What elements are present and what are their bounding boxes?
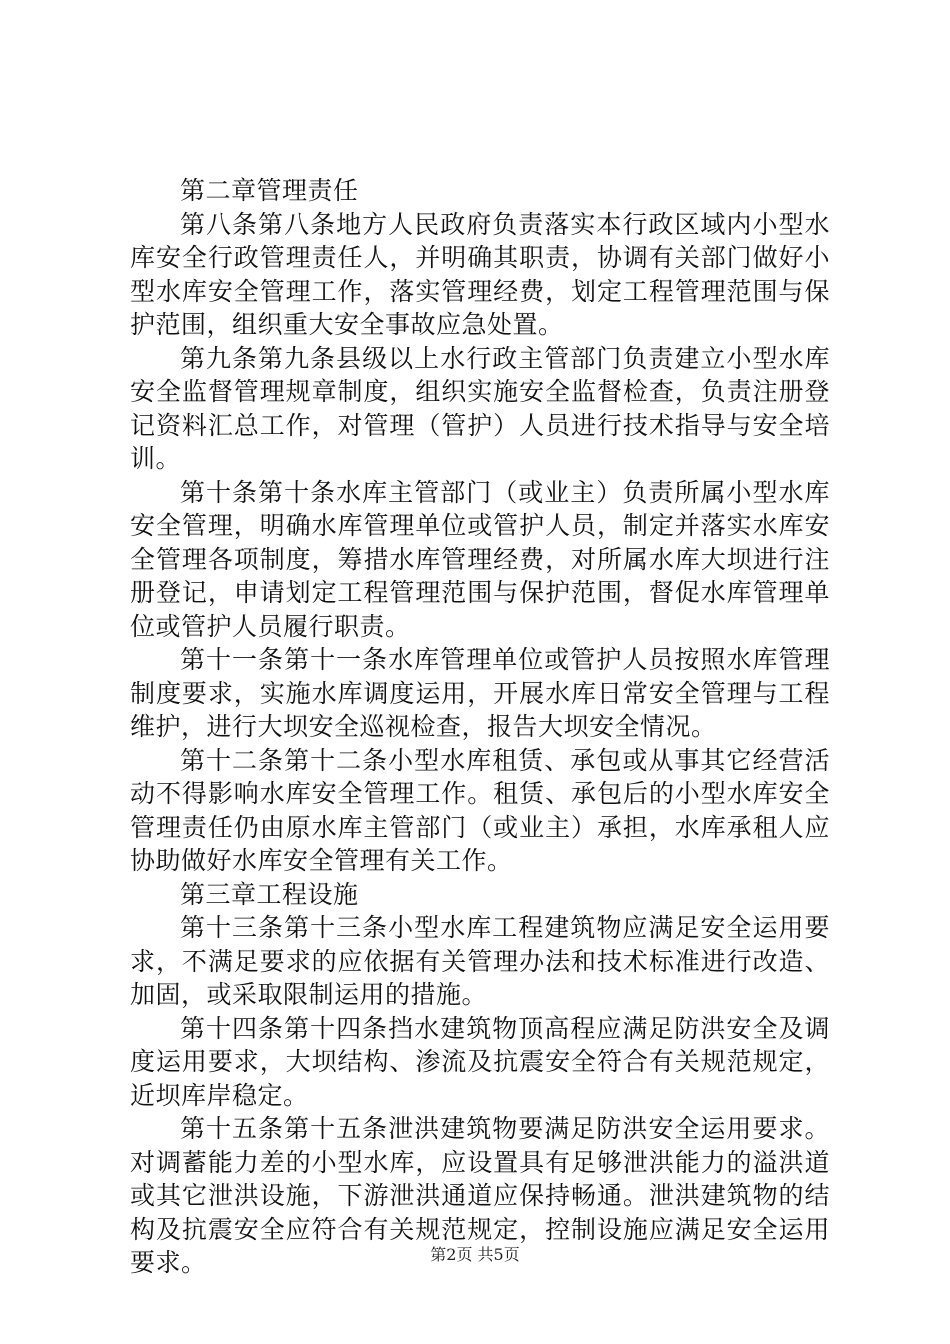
article-12-paragraph: 第十二条第十二条小型水库租赁、承包或从事其它经营活动不得影响水库安全管理工作。租赁、承包后的小型水库安全管理责任仍由原水库主管部门（或业主）承担，水库承租人应协助做好水库安全管理有关工作。 — [130, 745, 830, 875]
page-number-footer: 第2页 共5页 — [430, 1245, 520, 1264]
article-11-paragraph: 第十一条第十一条水库管理单位或管护人员按照水库管理制度要求，实施水库调度运用，开展水库日常安全管理与工程维护，进行大坝安全巡视检查，报告大坝安全情况。 — [130, 645, 830, 741]
article-13-paragraph: 第十三条第十三条小型水库工程建筑物应满足安全运用要求，不满足要求的应依据有关管理办法和技术标准进行改造、加固，或采取限制运用的措施。 — [130, 913, 830, 1009]
article-10-paragraph: 第十条第十条水库主管部门（或业主）负责所属小型水库安全管理，明确水库管理单位或管护人员，制定并落实水库安全管理各项制度，筹措水库管理经费，对所属水库大坝进行注册登记，申请划定工程管理范围与保护范围，督促水库管理单位或管护人员履行职责。 — [130, 477, 830, 641]
document-body — [130, 174, 830, 1280]
article-8-paragraph: 第八条第八条地方人民政府负责落实本行政区域内小型水库安全行政管理责任人，并明确其职责，协调有关部门做好小型水库安全管理工作，落实管理经费，划定工程管理范围与保护范围，组织重大安全事故应急处置。 — [130, 209, 830, 339]
article-15-paragraph: 第十五条第十五条泄洪建筑物要满足防洪安全运用要求。对调蓄能力差的小型水库，应设置具有足够泄洪能力的溢洪道或其它泄洪设施，下游泄洪通道应保持畅通。泄洪建筑物的结构及抗震安全应符合有关规范规定，控制设施应满足安全运用要求。 — [130, 1114, 830, 1277]
chapter-heading-3: 第三章工程设施 — [180, 879, 359, 909]
chapter-heading-2: 第二章管理责任 — [180, 176, 359, 205]
article-14-paragraph: 第十四条第十四条挡水建筑物顶高程应满足防洪安全及调度运用要求，大坝结构、渗流及抗震安全符合有关规范规定，近坝库岸稳定。 — [130, 1013, 830, 1110]
article-9-paragraph: 第九条第九条县级以上水行政主管部门负责建立小型水库安全监督管理规章制度，组织实施安全监督检查，负责注册登记资料汇总工作，对管理（管护）人员进行技术指导与安全培训。 — [130, 343, 830, 473]
